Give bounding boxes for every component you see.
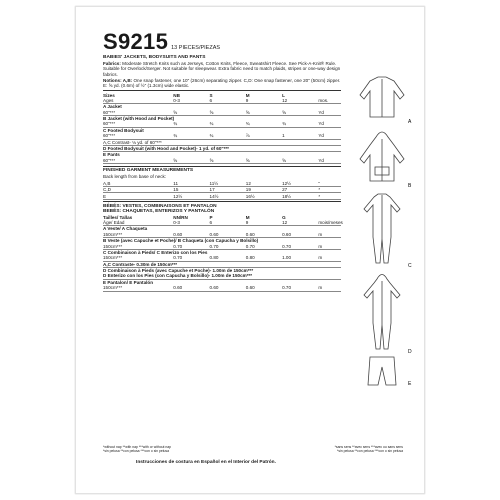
table-cell: ¾	[173, 133, 209, 139]
jacket-a-figure	[360, 77, 404, 117]
metric-yardage-table	[103, 214, 341, 291]
bodysuit-c-figure	[364, 194, 400, 263]
table-cell: 17	[210, 187, 246, 193]
unit-cell: Yd	[318, 110, 341, 116]
garment-illustrations	[346, 67, 418, 387]
table-cell: 0.70	[210, 243, 246, 249]
unit-cell: m	[318, 243, 341, 249]
table-cell: 14½	[210, 193, 246, 199]
back-length-title: Back length from base of neck:	[103, 174, 167, 180]
table-cell: ¾	[282, 121, 318, 127]
row-label: Âge/ Edad	[103, 220, 173, 226]
notions-text: One snap fastener, one 10" (26cm) separating zipper. C,D: One snap fastener, one 20" (50cm) zipper. E: ⅝ yd. (0.6m) of ½" (1.3cm) wide elastic.	[103, 77, 341, 89]
row-label: 150cm***	[103, 243, 173, 249]
table-cell: 11½	[210, 181, 246, 187]
table-cell: 0.80	[246, 255, 282, 261]
table-cell: M	[245, 92, 250, 98]
table-cell: ¾	[210, 133, 246, 139]
table-cell: 0.70	[173, 255, 209, 261]
table-cell: 11	[173, 181, 209, 187]
row-heading: B Jacket (with Hood and Pocket)	[103, 116, 175, 122]
row-heading: D Combinaison à Pieds (avec Capuche et Poche)- 1.00m de 150cm***	[103, 268, 254, 274]
row-label: Tailles/ Tallas	[103, 214, 133, 220]
row-label: 60"***	[103, 158, 173, 164]
row-label: E	[103, 193, 173, 199]
row-heading: A,C Contraste- 0.30m de 150cm***	[103, 261, 341, 267]
row-heading: E Pantalon/ E Pantalón	[103, 279, 154, 285]
back-length-table	[103, 181, 341, 200]
figure-label-b: B	[408, 183, 412, 189]
table-cell: L	[282, 92, 285, 98]
table-cell: 0.60	[210, 285, 246, 291]
row-heading: B Veste (avec Capuche et Poche)/ B Chaqueta (con Capucha y Bolsillo)	[103, 238, 259, 244]
row-heading: E Pants	[103, 152, 120, 158]
unit-cell: Yd	[318, 158, 341, 164]
table-cell: 27	[282, 187, 318, 193]
table-cell: 0.70	[246, 243, 282, 249]
table-cell: 0.60	[246, 285, 282, 291]
table-cell: ⅞	[246, 133, 282, 139]
table-cell: ¾	[246, 121, 282, 127]
french-title: BÉBÉS: VESTES, COMBINAISONS ET PANTALON	[103, 204, 217, 210]
table-cell: 9	[246, 98, 282, 104]
unit-cell: mois/meses	[318, 219, 343, 225]
unit-cell: m	[318, 255, 341, 261]
table-cell: ⅝	[173, 110, 209, 116]
table-cell: 0.60	[173, 232, 209, 238]
table-cell: 19	[246, 187, 282, 193]
figure-label-c: C	[408, 263, 412, 269]
row-label: 60"***	[103, 110, 173, 116]
table-cell: P	[209, 214, 213, 220]
spanish-instructions-note: Instrucciones de costura en Español en el Interior del Patrón.	[136, 460, 276, 465]
table-cell: ⅝	[173, 158, 209, 164]
table-cell: 0.60	[282, 232, 318, 238]
table-cell: 0.80	[210, 255, 246, 261]
row-heading: A,C Contrast- ⅛ yd. of 60"***	[103, 139, 341, 145]
table-row	[103, 285, 341, 291]
row-heading: C Footed Bodysuit	[103, 127, 144, 133]
divider	[103, 201, 341, 202]
footnote-left-2: *sin pelusa **con pelusa ***con o sin pelusa	[103, 449, 169, 453]
pattern-number: S9215	[103, 29, 169, 54]
notions-label: Notions: A,B:	[103, 77, 133, 83]
unit-cell: mos.	[318, 98, 341, 104]
table-cell: ⅝	[246, 110, 282, 116]
row-label: 60"***	[103, 121, 173, 127]
table-cell: ⅝	[282, 158, 318, 164]
unit-cell: "	[318, 181, 341, 187]
fabrics-label: Fabrics:	[103, 61, 121, 67]
finished-title: FINISHED GARMENT MEASUREMENTS	[103, 168, 194, 174]
table-cell: 12	[282, 220, 318, 226]
unit-cell: m	[318, 285, 341, 291]
table-cell: 0.60	[173, 285, 209, 291]
table-cell: S	[209, 92, 213, 98]
spanish-title: BEBÉS: CHAQUETAS, ENTERIZOS Y PANTALÓN	[103, 209, 215, 215]
row-label: Ages	[103, 98, 173, 104]
unit-cell: Yd	[318, 121, 341, 127]
table-cell: ⅝	[246, 158, 282, 164]
unit-cell: m	[318, 232, 341, 238]
row-heading: D Footed Bodysuit (with Hood and Pocket)- 1 yd. of 60"***	[103, 145, 341, 151]
row-heading: A Jacket	[103, 104, 122, 110]
content-block	[103, 55, 341, 292]
table-cell: 12	[246, 181, 282, 187]
unit-cell: *	[318, 187, 341, 193]
row-label: Sizes	[103, 92, 115, 98]
table-cell: 9	[246, 220, 282, 226]
unit-cell: Yd	[318, 133, 341, 139]
table-cell: 0.60	[210, 232, 246, 238]
table-cell: 0.70	[173, 243, 209, 249]
table-cell: 0.70	[282, 243, 318, 249]
row-heading: C Combinaison à Pieds/ C Enterizo con los Pies	[103, 249, 208, 255]
table-cell: ⅝	[210, 110, 246, 116]
row-label: C,D	[103, 187, 173, 193]
table-cell: ⅝	[210, 158, 246, 164]
row-label: 150cm***	[103, 255, 173, 261]
table-cell: 1	[282, 133, 318, 139]
table-row	[103, 158, 341, 164]
footnote-right-2: *sin pelusa **con pelusa ***con o sin pelusa	[337, 449, 403, 453]
table-cell: 0-3	[173, 98, 209, 104]
fabrics-text: Moderate Stretch Knits such as Jerseys, Cotton Knits, Fleece, Sweatshirt Fleece. See Pick-A-Knit® Rule. Suitable for Overlock/Serger. Not suitable for sleepwear. Extra fabric need to match plaids, stripes or one-way design fabrics.	[103, 61, 341, 77]
english-yardage-table	[103, 92, 341, 164]
row-heading: D Enterizo con los Pies (con Capucha y Bolsillo)- 1.00m de 150cm***	[103, 273, 341, 279]
jacket-b-figure	[360, 132, 404, 181]
footnote-left: *without nap **with nap ***with or without nap	[103, 445, 172, 449]
english-title: BABIES' JACKETS, BODYSUITS AND PANTS	[103, 55, 206, 60]
table-cell: 12½	[173, 193, 209, 199]
table-cell: 12½	[282, 181, 318, 187]
table-cell: 0.70	[282, 285, 318, 291]
table-cell: NB	[173, 92, 180, 98]
unit-cell: *	[318, 193, 341, 199]
table-cell: ¾	[173, 121, 209, 127]
table-cell: 12	[282, 98, 318, 104]
table-cell: 15	[173, 187, 209, 193]
row-label: A,B	[103, 181, 173, 187]
pattern-envelope-back	[75, 6, 425, 494]
table-cell: M	[245, 214, 250, 220]
table-cell: 6	[210, 220, 246, 226]
divider	[103, 90, 341, 91]
row-label: 60"***	[103, 133, 173, 139]
table-cell: 18½	[282, 193, 318, 199]
table-cell: NN/RN	[173, 214, 188, 220]
table-cell: 6	[210, 98, 246, 104]
table-cell: 1.00	[282, 255, 318, 261]
table-cell: ⅝	[282, 110, 318, 116]
fabrics-paragraph	[103, 61, 341, 77]
notions-paragraph	[103, 78, 341, 88]
pants-e-figure	[368, 357, 396, 385]
figure-label-e: E	[408, 381, 412, 387]
table-cell: G	[282, 214, 286, 220]
row-heading: A Veste/ A Chaqueta	[103, 226, 148, 232]
bodysuit-d-figure	[364, 275, 400, 350]
figure-label-a: A	[408, 119, 412, 125]
table-cell: 0.60	[246, 232, 282, 238]
row-label: 150cm***	[103, 232, 173, 238]
title-row	[103, 29, 220, 55]
footnote-right: *sans sens **avec sens ***avec ou sans sens	[334, 445, 403, 449]
table-row	[103, 193, 341, 199]
table-cell: 0-3	[173, 220, 209, 226]
divider	[103, 166, 341, 167]
row-label: 150cm***	[103, 285, 173, 291]
figure-label-d: D	[408, 349, 412, 355]
table-cell: ¾	[210, 121, 246, 127]
table-cell: 16½	[246, 193, 282, 199]
footnotes	[103, 445, 403, 453]
pieces-count: 13 PIECES/PIEZAS	[171, 45, 221, 51]
